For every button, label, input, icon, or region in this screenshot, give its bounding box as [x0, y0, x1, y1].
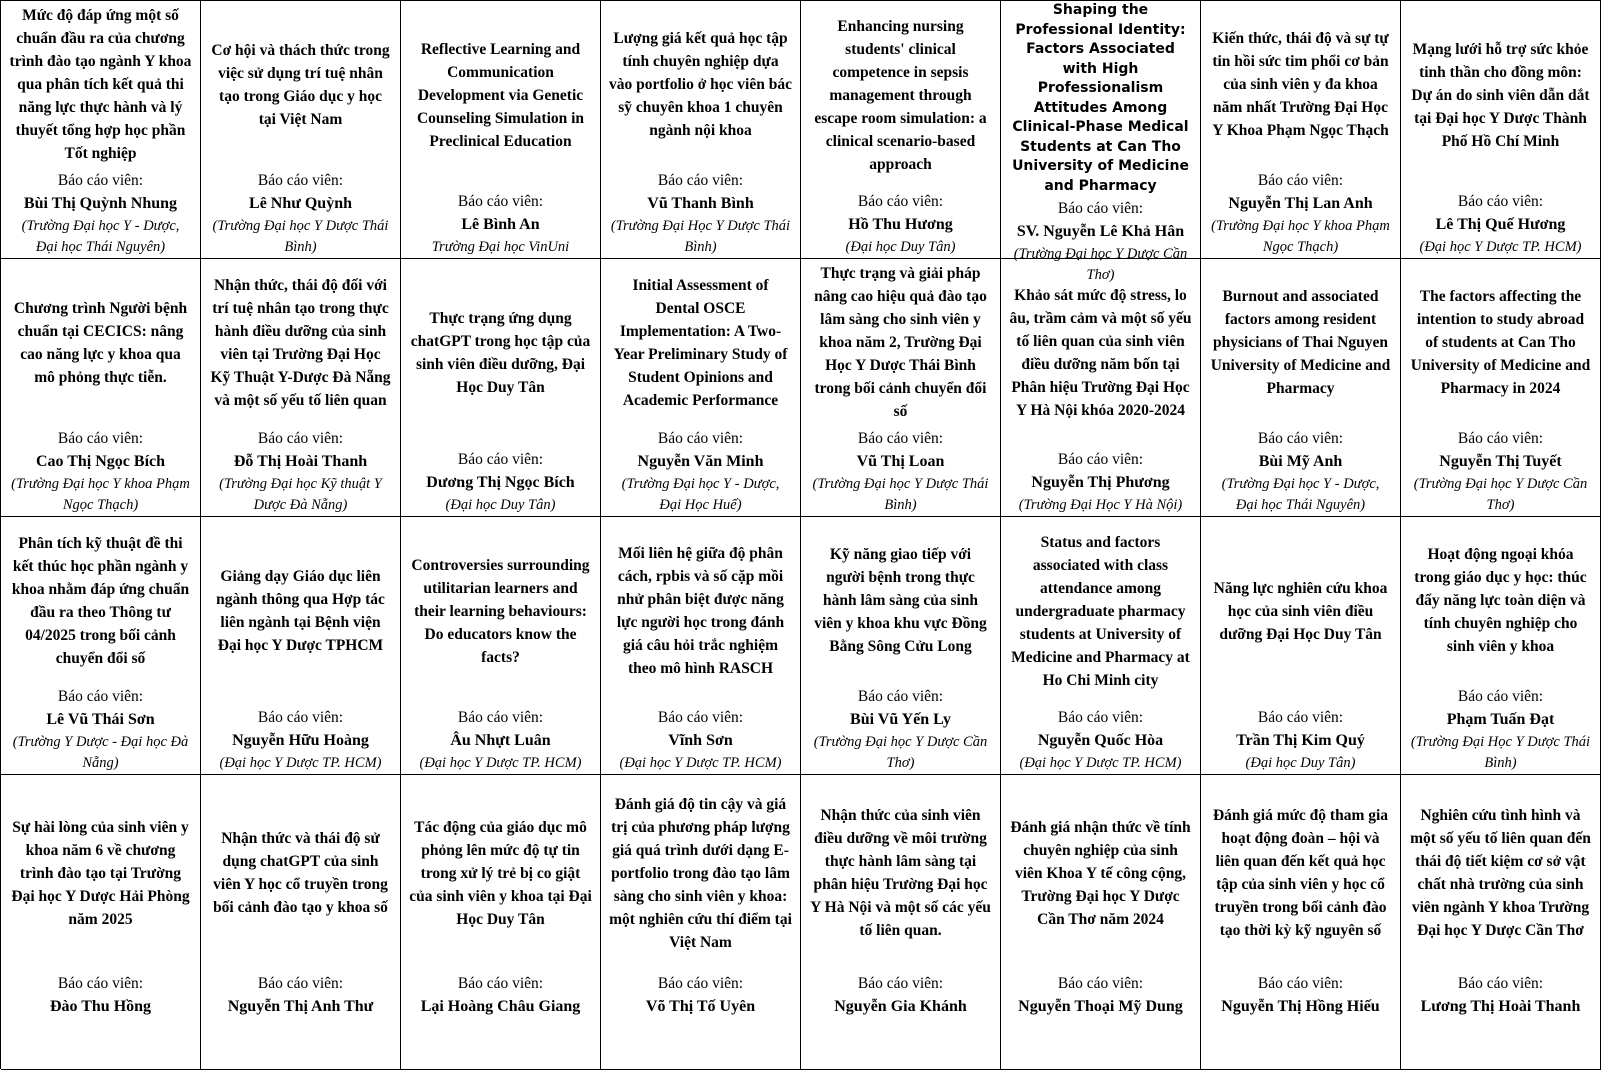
presentation-title: Thực trạng ứng dụng chatGPT trong học tập của sinh viên điều dưỡng, Đại Học Duy Tân: [410, 310, 591, 396]
presenter-institution: (Trường Đại học Y Dược Thái Bình): [812, 476, 989, 513]
title-area: [1409, 259, 1592, 426]
title-area: [809, 259, 992, 426]
presentation-title: Kiến thức, thái độ và sự tự tin hồi sức tim phổi cơ bản của sinh viên y đa khoa năm nhất Trường Đại Học Y Khoa Phạm Ngọc Thạch: [1212, 30, 1389, 139]
presentation-title: Initial Assessment of Dental OSCE Implementation: A Two-Year Preliminary Study of Student Opinions and Academic Performance: [613, 276, 788, 409]
presentation-cell: [1, 1, 201, 259]
presentation-title: Mạng lưới hỗ trợ sức khỏe tinh thần cho đồng môn: Dự án do sinh viên dẫn dắt tại Đại học Y Dược Thành Phố Hồ Chí Minh: [1411, 40, 1590, 150]
presenter-name: Phạm Tuấn Đạt: [1446, 711, 1555, 728]
presentation-title: Đánh giá nhận thức về tính chuyên nghiệp của sinh viên Khoa Y tế công cộng, Trường Đại học Y Dược Cần Thơ năm 2024: [1010, 818, 1191, 928]
presentation-cell: [1, 517, 201, 775]
presenter-name: Bùi Thị Quỳnh Nhung: [23, 195, 178, 212]
presenter-label: Báo cáo viên:: [1057, 200, 1144, 217]
presentation-title: Reflective Learning and Communication Development via Genetic Counseling Simulation in Preclinical Education: [416, 40, 585, 150]
presenter-label: Báo cáo viên:: [1257, 975, 1344, 992]
title-area: [409, 517, 592, 705]
presentation-title: Cơ hội và thách thức trong việc sử dụng trí tuệ nhân tạo trong Giáo dục y học tại Việt Nam: [211, 41, 390, 128]
presenter-name: Lương Thị Hoài Thanh: [1420, 998, 1581, 1015]
presenter-name: Âu Nhựt Luân: [450, 732, 551, 749]
presenter-institution: (Trường Y Dược - Đại học Đà Nẵng): [12, 734, 189, 771]
presenter-institution: (Đại học Duy Tân): [445, 497, 556, 513]
presenter-institution: (Đại học Duy Tân): [845, 239, 956, 255]
presentation-cell: [601, 1, 801, 259]
presenter-institution: (Trường Đại Học Y Dược Thái Bình): [1410, 734, 1591, 771]
presentation-cell: [201, 775, 401, 1070]
presenter-institution: (Trường Đại học Y khoa Phạm Ngọc Thạch): [1211, 218, 1390, 255]
presentation-cell: [1001, 775, 1201, 1070]
presentation-cell: [1001, 1, 1201, 283]
presentation-cell: [1401, 259, 1601, 517]
presenter-institution: (Đại học Y Dược TP. HCM): [1419, 239, 1582, 255]
presentation-cell: [601, 775, 801, 1070]
title-area: [609, 775, 792, 971]
title-area: [409, 259, 592, 447]
presentation-cell: [1201, 775, 1401, 1070]
presenter-name: Cao Thị Ngọc Bích: [35, 453, 166, 470]
presenter-name: SV. Nguyễn Lê Khả Hân: [1016, 223, 1185, 240]
presentation-cell: [401, 259, 601, 517]
title-area: [209, 517, 392, 705]
presenter-label: Báo cáo viên:: [457, 193, 544, 210]
presentation-title: Nghiên cứu tình hình và một số yếu tố liên quan đến thái độ tiết kiệm cơ sở vật chất nhà trường của sinh viên ngành Y khoa Trường Đại học Y Dược Cần Thơ: [1410, 807, 1591, 939]
presenter-name: Vũ Thanh Bình: [647, 195, 754, 212]
presenter-name: Nguyễn Thị Tuyết: [1439, 453, 1562, 470]
presentation-title: Burnout and associated factors among resident physicians of Thai Nguyen University of Medicine and Pharmacy: [1210, 288, 1391, 397]
presentation-title: Nhận thức của sinh viên điều dưỡng về môi trường thực hành lâm sàng tại phân hiệu Trường Đại học Y Hà Nội và một số các yếu tố liên quan.: [810, 807, 991, 939]
presenter-label: Báo cáo viên:: [857, 430, 944, 447]
presenter-name: Võ Thị Tố Uyên: [645, 998, 756, 1015]
presentation-cell: [201, 517, 401, 775]
presenter-name: Lê Thị Quế Hương: [1435, 216, 1566, 233]
presenter-label: Báo cáo viên:: [1257, 430, 1344, 447]
title-area: [609, 517, 792, 705]
presenter-name: Lê Bình An: [461, 216, 540, 233]
presenter-label: Báo cáo viên:: [57, 172, 144, 189]
presenter-name: Bùi Vũ Yến Ly: [850, 711, 951, 728]
presenter-label: Báo cáo viên:: [1457, 975, 1544, 992]
presenter-label: Báo cáo viên:: [257, 709, 344, 726]
presentation-cell: [1, 775, 201, 1070]
presentation-cell: [1001, 259, 1201, 517]
presentation-title: Phân tích kỹ thuật đề thi kết thúc học phần ngành y khoa nhằm đáp ứng chuẩn đầu ra theo Thông tư 04/2025 trong bối cảnh chuyển đổi số: [11, 534, 190, 667]
presenter-label: Báo cáo viên:: [57, 975, 144, 992]
presenter-institution: (Trường Đại học Y - Dược, Đại học Thái Nguyên): [21, 218, 180, 255]
presenter-name: Lê Vũ Thái Sơn: [46, 711, 155, 728]
presentation-cell: [401, 517, 601, 775]
presentation-title: Giảng dạy Giáo dục liên ngành thông qua Hợp tác liên ngành tại Bệnh viện Đại học Y Dược TPHCM: [216, 568, 385, 654]
presentation-title: Chương trình Người bệnh chuẩn tại CECICS: nâng cao năng lực y khoa qua mô phỏng thực tiễn.: [13, 299, 188, 386]
presenter-institution: (Trường Đại Học Y Hà Nội): [1018, 497, 1183, 513]
title-area: [1409, 517, 1592, 684]
presenter-label: Báo cáo viên:: [657, 430, 744, 447]
presenter-label: Báo cáo viên:: [857, 975, 944, 992]
title-area: [209, 1, 392, 168]
presentation-title: Thực trạng và giải pháp nâng cao hiệu quả đào tạo lâm sàng cho sinh viên y khoa năm 2, Trường Đại Học Y Dược Thái Bình trong bối cảnh chuyển đổi số: [814, 265, 987, 420]
presenter-label: Báo cáo viên:: [257, 430, 344, 447]
presenter-label: Báo cáo viên:: [457, 709, 544, 726]
presentation-cell: [601, 517, 801, 775]
presentation-cell: [1001, 517, 1201, 775]
presenter-institution: (Trường Đại học Y Dược Thái Bình): [212, 218, 389, 255]
presentation-cell: [1401, 1, 1601, 259]
presenter-name: Hồ Thu Hương: [848, 216, 953, 233]
title-area: [1409, 1, 1592, 189]
title-area: [1209, 259, 1392, 426]
presenter-label: Báo cáo viên:: [1457, 430, 1544, 447]
presentation-title: Sự hài lòng của sinh viên y khoa năm 6 về chương trình đào tạo tại Trường Đại học Y Dược Hải Phòng năm 2025: [11, 818, 190, 928]
presenter-institution: (Đại học Y Dược TP. HCM): [619, 755, 782, 771]
presenter-label: Báo cáo viên:: [1457, 688, 1544, 705]
title-area: [609, 1, 792, 168]
title-area: [1009, 517, 1192, 705]
title-area: [1209, 517, 1392, 705]
presenter-institution: (Trường Đại học Kỹ thuật Y Dược Đà Nẵng): [219, 476, 382, 513]
title-area: [409, 1, 592, 189]
presenter-name: Nguyễn Thị Lan Anh: [1228, 195, 1373, 212]
presenter-label: Báo cáo viên:: [57, 430, 144, 447]
presenter-institution: (Trường Đại học Y khoa Phạm Ngọc Thạch): [11, 476, 190, 513]
presentation-cell: [1, 259, 201, 517]
presentation-title: Hoạt động ngoại khóa trong giáo dục y học: thúc đẩy năng lực toàn diện và tính chuyên nghiệp cho sinh viên y khoa: [1414, 546, 1587, 655]
title-area: [1009, 259, 1192, 447]
title-area: [609, 259, 792, 426]
presenter-label: Báo cáo viên:: [657, 975, 744, 992]
presenter-name: Đào Thu Hồng: [49, 998, 152, 1015]
presentation-title: Đánh giá mức độ tham gia hoạt động đoàn – hội và liên quan đến kết quả học tập của sinh viên y học cổ truyền trong bối cảnh đào tạo thời kỳ kỹ nguyên số: [1212, 807, 1389, 939]
presenter-institution: (Trường Đại học Y - Dược, Đại học Thái Nguyên): [1221, 476, 1380, 513]
presenter-name: Nguyễn Thoại Mỹ Dung: [1018, 998, 1183, 1015]
title-area: [809, 1, 992, 189]
presenter-name: Nguyễn Thị Hồng Hiếu: [1221, 998, 1380, 1015]
presenter-institution: (Đại học Duy Tân): [1245, 755, 1356, 771]
presentation-title: Nhận thức, thái độ đối với trí tuệ nhân tạo trong thực hành điều dưỡng của sinh viên tại Trường Đại Học Kỹ Thuật Y-Dược Đà Nẵng và một số yếu tố liên quan: [210, 276, 391, 409]
presenter-institution: (Đại học Y Dược TP. HCM): [219, 755, 382, 771]
presenter-institution: (Trường Đại Học Y Dược Thái Bình): [610, 218, 791, 255]
presentation-cell: [1401, 775, 1601, 1070]
presenter-label: Báo cáo viên:: [657, 172, 744, 189]
title-area: [9, 775, 192, 971]
presenter-label: Báo cáo viên:: [1057, 451, 1144, 468]
presentation-title: Nhận thức và thái độ sử dụng chatGPT của sinh viên Y học cổ truyền trong bối cảnh đào tạo y khoa số: [213, 830, 388, 916]
presentation-title: Năng lực nghiên cứu khoa học của sinh viên điều dưỡng Đại Học Duy Tân: [1213, 579, 1388, 643]
presenter-name: Dương Thị Ngọc Bích: [426, 474, 575, 491]
presentation-cell: [1201, 517, 1401, 775]
presenter-institution: (Đại học Y Dược TP. HCM): [1019, 755, 1182, 771]
presentation-cell: [801, 1, 1001, 259]
presenter-name: Vĩnh Sơn: [668, 732, 733, 749]
presenter-institution: (Trường Đại học Y Dược Cần Thơ): [1013, 246, 1188, 283]
title-area: [1009, 1, 1192, 196]
presentation-title: Tác động của giáo dục mô phỏng lên mức độ tự tin trong xử lý trẻ bị co giật của sinh viên y khoa tại Đại Học Duy Tân: [409, 818, 592, 928]
presenter-label: Báo cáo viên:: [1257, 709, 1344, 726]
presentation-title: Mức độ đáp ứng một số chuẩn đầu ra của chương trình đào tạo ngành Y khoa qua phân tích kết quả thi năng lực thực hành và lý thuyết tổng hợp học phần Tốt nghiệp: [9, 7, 192, 162]
presenter-name: Vũ Thị Loan: [856, 453, 945, 470]
presentation-cell: [1201, 259, 1401, 517]
presentation-title: Controversies surrounding utilitarian learners and their learning behaviours: Do educators know the facts?: [411, 556, 590, 666]
presentation-cell: [401, 1, 601, 259]
presenter-name: Nguyễn Thị Anh Thư: [227, 998, 374, 1015]
presenter-label: Báo cáo viên:: [457, 451, 544, 468]
presentation-cell: [401, 775, 601, 1070]
presenter-name: Nguyễn Quốc Hòa: [1037, 732, 1164, 749]
presenter-name: Nguyễn Thị Phương: [1031, 474, 1170, 491]
title-area: [1009, 775, 1192, 971]
presentation-title: Mối liên hệ giữa độ phân cách, rpbis và số cặp mồi nhử phân biệt được năng lực người học trong đánh giá câu hỏi trắc nghiệm theo mô hình RASCH: [616, 545, 785, 677]
presenter-institution: Trường Đại học VinUni: [431, 239, 570, 255]
presentation-title: Status and factors associated with class attendance among undergraduate pharmacy students at University of Medicine and Pharmacy at Ho Chi Minh city: [1011, 533, 1190, 689]
presenter-name: Nguyễn Gia Khánh: [834, 998, 967, 1015]
presenter-label: Báo cáo viên:: [857, 193, 944, 210]
presenter-label: Báo cáo viên:: [1257, 172, 1344, 189]
presentation-title: Kỹ năng giao tiếp với người bệnh trong thực hành lâm sàng của sinh viên y khoa khu vực Đồng Bằng Sông Cửu Long: [814, 546, 987, 655]
presentation-cell: [201, 259, 401, 517]
presenter-label: Báo cáo viên:: [257, 975, 344, 992]
presenter-label: Báo cáo viên:: [1057, 709, 1144, 726]
title-area: [9, 259, 192, 426]
presenter-institution: (Đại học Y Dược TP. HCM): [419, 755, 582, 771]
presentation-title: Enhancing nursing students' clinical competence in sepsis management through escape room simulation: a clinical scenario-based approach: [814, 17, 987, 173]
presenter-institution: (Trường Đại học Y Dược Cần Thơ): [1413, 476, 1588, 513]
presentation-title: Đánh giá độ tin cậy và giá trị của phương pháp lượng giá quá trình dưới dạng E-portfolio trong đào tạo lâm sàng cho sinh viên y khoa: một nghiên cứu thí điểm tại Việt Nam: [609, 795, 792, 951]
presentation-cell: [1201, 1, 1401, 259]
presenter-name: Trần Thị Kim Quý: [1236, 732, 1365, 749]
presentation-cell: [601, 259, 801, 517]
title-area: [9, 1, 192, 168]
title-area: [209, 775, 392, 971]
presenter-name: Bùi Mỹ Anh: [1258, 453, 1343, 470]
presenter-label: Báo cáo viên:: [257, 172, 344, 189]
presentation-cell: [801, 775, 1001, 1070]
title-area: [1209, 775, 1392, 971]
presenter-label: Báo cáo viên:: [457, 975, 544, 992]
presenter-name: Lại Hoàng Châu Giang: [420, 998, 581, 1015]
presentation-title: Khảo sát mức độ stress, lo âu, trầm cảm và một số yếu tố liên quan của sinh viên điều dưỡng năm bốn tại Phân hiệu Trường Đại Học Y Hà Nội khóa 2020-2024: [1009, 287, 1192, 419]
presenter-institution: (Trường Đại học Y - Dược, Đại Học Huế): [621, 476, 780, 513]
title-area: [209, 259, 392, 426]
presenter-label: Báo cáo viên:: [1457, 193, 1544, 210]
presenter-name: Đỗ Thị Hoài Thanh: [233, 453, 368, 470]
presentation-title: The factors affecting the intention to study abroad of students at Can Tho University of Medicine and Pharmacy in 2024: [1410, 288, 1591, 397]
presenter-label: Báo cáo viên:: [657, 709, 744, 726]
title-area: [1409, 775, 1592, 971]
title-area: [809, 775, 992, 971]
presenter-name: Nguyễn Hữu Hoàng: [232, 732, 369, 749]
presenter-name: Lê Như Quỳnh: [249, 195, 352, 212]
presentation-cell: [201, 1, 401, 259]
title-area: [409, 775, 592, 971]
title-area: [809, 517, 992, 684]
title-area: [9, 517, 192, 684]
presenter-label: Báo cáo viên:: [1057, 975, 1144, 992]
presenter-name: Nguyễn Văn Minh: [637, 453, 764, 470]
presentation-cell: [801, 259, 1001, 517]
presenter-institution: (Trường Đại học Y Dược Cần Thơ): [813, 734, 988, 771]
presenter-label: Báo cáo viên:: [857, 688, 944, 705]
presentation-cell: [1401, 517, 1601, 775]
presentation-title: Shaping the Professional Identity: Factors Associated with High Professionalism Attitudes Among Clinical-Phase Medical Students at Can Tho University of Medicine and Pharmacy: [1012, 2, 1189, 194]
presentation-cell: [801, 517, 1001, 775]
presentation-title: Lượng giá kết quả học tập tính chuyên nghiệp dựa vào portfolio ở học viên bác sỹ chuyên khoa 1 chuyên ngành nội khoa: [609, 30, 792, 139]
presenter-label: Báo cáo viên:: [57, 688, 144, 705]
title-area: [1209, 1, 1392, 168]
